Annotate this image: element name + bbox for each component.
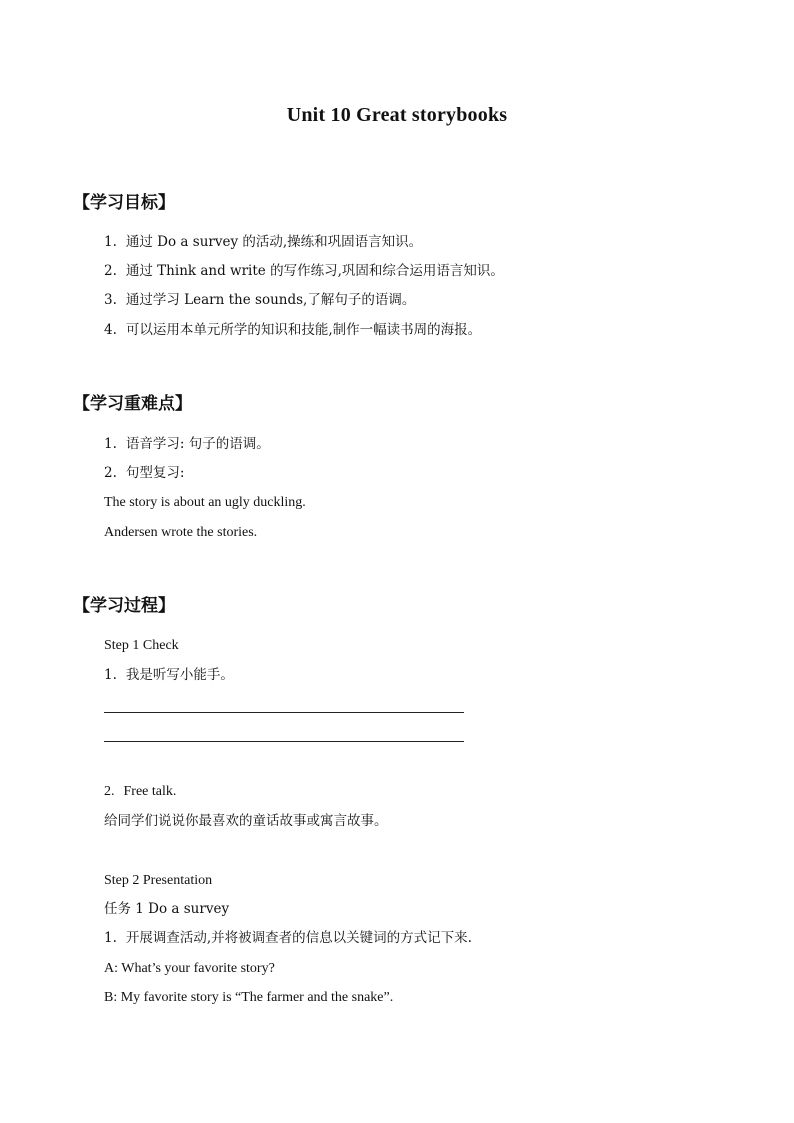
dialog-line-b: B: My favorite story is “The farmer and the snake”.	[104, 990, 394, 1005]
step1-title: Step 1 Check	[104, 638, 179, 653]
section-heading-key-points: 【学习重难点】	[73, 394, 192, 414]
goal-text: 通过 Think and write 的写作练习,巩固和综合运用语言知识。	[125, 263, 504, 279]
goal-text: 通过学习 Learn the sounds,了解句子的语调。	[125, 292, 416, 308]
step1-item	[104, 666, 234, 684]
goal-number: 1.	[104, 234, 117, 250]
key-point-item	[104, 435, 270, 453]
goal-number: 3.	[104, 292, 117, 308]
step1-item-text: Free talk.	[123, 784, 177, 799]
task1-item	[104, 929, 472, 947]
goal-item	[104, 262, 504, 280]
goal-text: 通过 Do a survey 的活动,操练和巩固语言知识。	[125, 234, 423, 250]
task1-item-number: 1.	[104, 930, 117, 946]
key-point-text: 语音学习: 句子的语调。	[125, 436, 270, 452]
step1-item-description: 给同学们说说你最喜欢的童话故事或寓言故事。	[104, 813, 388, 829]
key-point-number: 2.	[104, 465, 117, 481]
step1-item-text: 我是听写小能手。	[125, 667, 234, 683]
dialog-line-a: A: What’s your favorite story?	[104, 961, 275, 976]
step2-title: Step 2 Presentation	[104, 873, 213, 888]
example-sentence: The story is about an ugly duckling.	[104, 495, 306, 510]
task1-title: 任务 1 Do a survey	[104, 901, 230, 917]
goal-number: 4.	[104, 322, 117, 338]
key-point-text: 句型复习:	[125, 465, 185, 481]
key-point-item	[104, 464, 184, 482]
key-point-number: 1.	[104, 436, 117, 452]
document-title: Unit 10 Great storybooks	[286, 104, 508, 126]
step1-item-number: 1.	[104, 667, 117, 683]
answer-line[interactable]	[104, 712, 464, 713]
section-heading-goals: 【学习目标】	[73, 193, 175, 213]
goal-item	[104, 233, 422, 251]
step1-item-number: 2.	[104, 784, 115, 799]
answer-line[interactable]	[104, 741, 464, 742]
goal-text: 可以运用本单元所学的知识和技能,制作一幅读书周的海报。	[125, 322, 482, 338]
example-sentence: Andersen wrote the stories.	[104, 525, 258, 540]
goal-item	[104, 321, 481, 339]
section-heading-process: 【学习过程】	[73, 596, 175, 616]
goal-item	[104, 291, 415, 309]
step1-item	[104, 783, 176, 801]
goal-number: 2.	[104, 263, 117, 279]
task1-item-text: 开展调查活动,并将被调查者的信息以关键词的方式记下来.	[125, 930, 472, 946]
